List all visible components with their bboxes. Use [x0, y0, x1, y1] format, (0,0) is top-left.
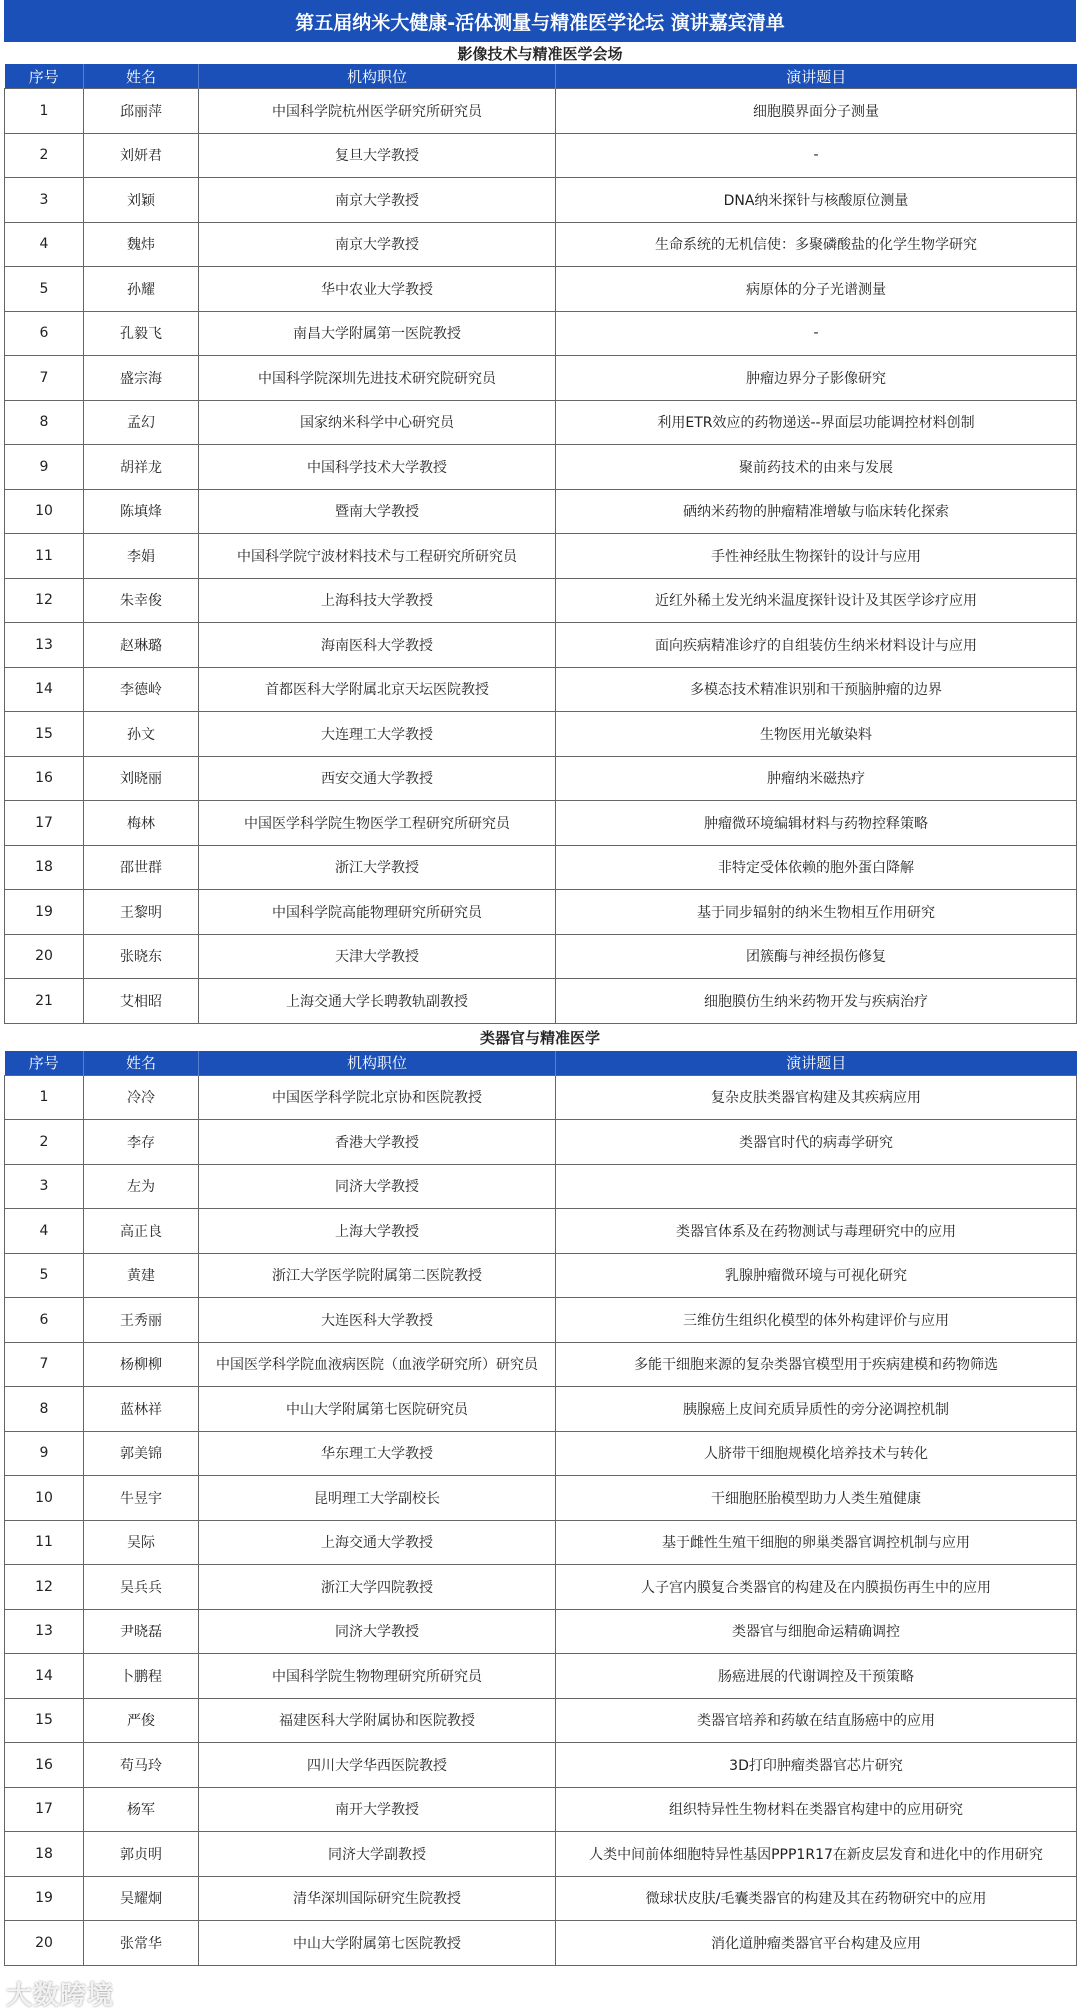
table-row	[5, 845, 1077, 890]
table-row	[5, 356, 1077, 401]
cell-topic: 生物医用光敏染料	[556, 712, 1077, 757]
cell-topic: 基于同步辐射的纳米生物相互作用研究	[556, 890, 1077, 935]
table-row	[5, 1253, 1077, 1298]
cell-institution: 昆明理工大学副校长	[199, 1476, 556, 1521]
cell-topic: 3D打印肿瘤类器官芯片研究	[556, 1743, 1077, 1788]
cell-topic: 类器官体系及在药物测试与毒理研究中的应用	[556, 1209, 1077, 1254]
cell-name: 孙文	[84, 712, 199, 757]
cell-index: 2	[5, 1120, 84, 1165]
cell-institution: 中国科学院高能物理研究所研究员	[199, 890, 556, 935]
table-row	[5, 489, 1077, 534]
cell-index: 1	[5, 89, 84, 134]
cell-topic: 肿瘤纳米磁热疗	[556, 756, 1077, 801]
cell-institution: 西安交通大学教授	[199, 756, 556, 801]
cell-topic: 团簇酶与神经损伤修复	[556, 934, 1077, 979]
cell-index: 16	[5, 1743, 84, 1788]
cell-topic: 组织特异性生物材料在类器官构建中的应用研究	[556, 1787, 1077, 1832]
cell-institution: 福建医科大学附属协和医院教授	[199, 1698, 556, 1743]
cell-institution: 南京大学教授	[199, 222, 556, 267]
table-row	[5, 178, 1077, 223]
table-row	[5, 1120, 1077, 1165]
cell-institution: 天津大学教授	[199, 934, 556, 979]
cell-index: 5	[5, 267, 84, 312]
cell-index: 18	[5, 845, 84, 890]
cell-topic: 细胞膜界面分子测量	[556, 89, 1077, 134]
cell-institution: 四川大学华西医院教授	[199, 1743, 556, 1788]
cell-topic: 胰腺癌上皮间充质异质性的旁分泌调控机制	[556, 1387, 1077, 1432]
cell-index: 11	[5, 534, 84, 579]
cell-topic: 硒纳米药物的肿瘤精准增敏与临床转化探索	[556, 489, 1077, 534]
cell-topic: 肠癌进展的代谢调控及干预策略	[556, 1654, 1077, 1699]
cell-topic: 生命系统的无机信使：多聚磷酸盐的化学生物学研究	[556, 222, 1077, 267]
cell-index: 3	[5, 178, 84, 223]
cell-topic: 面向疾病精准诊疗的自组装仿生纳米材料设计与应用	[556, 623, 1077, 668]
cell-name: 李娟	[84, 534, 199, 579]
cell-name: 盛宗海	[84, 356, 199, 401]
table-row	[5, 1298, 1077, 1343]
cell-name: 蓝林祥	[84, 1387, 199, 1432]
table-row	[5, 1342, 1077, 1387]
cell-institution: 首都医科大学附属北京天坛医院教授	[199, 667, 556, 712]
cell-institution: 复旦大学教授	[199, 133, 556, 178]
cell-institution: 华中农业大学教授	[199, 267, 556, 312]
cell-institution: 上海交通大学长聘教轨副教授	[199, 979, 556, 1024]
cell-name: 刘颖	[84, 178, 199, 223]
cell-index: 10	[5, 489, 84, 534]
column-header-institution: 机构职位	[199, 64, 556, 89]
cell-topic: 非特定受体依赖的胞外蛋白降解	[556, 845, 1077, 890]
cell-name: 尹晓磊	[84, 1609, 199, 1654]
cell-name: 张晓东	[84, 934, 199, 979]
cell-index: 12	[5, 578, 84, 623]
cell-topic: 细胞膜仿生纳米药物开发与疾病治疗	[556, 979, 1077, 1024]
cell-topic: 手性神经肽生物探针的设计与应用	[556, 534, 1077, 579]
cell-name: 孙耀	[84, 267, 199, 312]
cell-index: 9	[5, 1431, 84, 1476]
cell-topic: 聚前药技术的由来与发展	[556, 445, 1077, 490]
table-row	[5, 1387, 1077, 1432]
cell-topic: 类器官与细胞命运精确调控	[556, 1609, 1077, 1654]
cell-index: 1	[5, 1075, 84, 1120]
cell-name: 王秀丽	[84, 1298, 199, 1343]
table-row	[5, 1654, 1077, 1699]
cell-institution: 中国医学科学院北京协和医院教授	[199, 1075, 556, 1120]
table-row	[5, 222, 1077, 267]
cell-index: 3	[5, 1164, 84, 1209]
speaker-table-organoid	[4, 1051, 1077, 1966]
table-row	[5, 890, 1077, 935]
cell-topic: 病原体的分子光谱测量	[556, 267, 1077, 312]
cell-name: 黄建	[84, 1253, 199, 1298]
cell-name: 张常华	[84, 1921, 199, 1966]
table-row	[5, 1743, 1077, 1788]
cell-topic: 人子宫内膜复合类器官的构建及在内膜损伤再生中的应用	[556, 1565, 1077, 1610]
cell-topic: 近红外稀土发光纳米温度探针设计及其医学诊疗应用	[556, 578, 1077, 623]
cell-name: 吴耀炯	[84, 1876, 199, 1921]
table-row	[5, 1431, 1077, 1476]
section-title-organoid: 类器官与精准医学	[4, 1024, 1076, 1051]
column-header-name: 姓名	[84, 64, 199, 89]
cell-topic: DNA纳米探针与核酸原位测量	[556, 178, 1077, 223]
cell-topic: -	[556, 311, 1077, 356]
cell-name: 魏炜	[84, 222, 199, 267]
cell-institution: 大连医科大学教授	[199, 1298, 556, 1343]
table-row	[5, 1787, 1077, 1832]
cell-name: 刘妍君	[84, 133, 199, 178]
cell-topic: 人脐带干细胞规模化培养技术与转化	[556, 1431, 1077, 1476]
column-header-index: 序号	[5, 64, 84, 89]
cell-institution: 大连理工大学教授	[199, 712, 556, 757]
cell-name: 胡祥龙	[84, 445, 199, 490]
table-row	[5, 1565, 1077, 1610]
watermark-logo: 大数跨境	[6, 1981, 115, 2011]
cell-topic: 消化道肿瘤类器官平台构建及应用	[556, 1921, 1077, 1966]
cell-name: 郭美锦	[84, 1431, 199, 1476]
cell-institution: 中国科学院杭州医学研究所研究员	[199, 89, 556, 134]
cell-index: 15	[5, 1698, 84, 1743]
cell-institution: 浙江大学四院教授	[199, 1565, 556, 1610]
cell-topic: -	[556, 133, 1077, 178]
cell-index: 14	[5, 1654, 84, 1699]
table-row	[5, 89, 1077, 134]
table-row	[5, 534, 1077, 579]
cell-name: 梅林	[84, 801, 199, 846]
cell-index: 8	[5, 1387, 84, 1432]
cell-topic: 乳腺肿瘤微环境与可视化研究	[556, 1253, 1077, 1298]
cell-name: 陈填烽	[84, 489, 199, 534]
cell-institution: 华东理工大学教授	[199, 1431, 556, 1476]
table-row	[5, 578, 1077, 623]
cell-institution: 中山大学附属第七医院研究员	[199, 1387, 556, 1432]
cell-institution: 香港大学教授	[199, 1120, 556, 1165]
table-row	[5, 1609, 1077, 1654]
table-row	[5, 801, 1077, 846]
table-row	[5, 1209, 1077, 1254]
cell-institution: 中国医学科学院血液病医院（血液学研究所）研究员	[199, 1342, 556, 1387]
cell-index: 8	[5, 400, 84, 445]
cell-index: 17	[5, 1787, 84, 1832]
table-row	[5, 133, 1077, 178]
table-row	[5, 1075, 1077, 1120]
cell-institution: 南京大学教授	[199, 178, 556, 223]
cell-topic: 基于雌性生殖干细胞的卵巢类器官调控机制与应用	[556, 1520, 1077, 1565]
cell-name: 杨军	[84, 1787, 199, 1832]
cell-institution: 中国科学院生物物理研究所研究员	[199, 1654, 556, 1699]
section-title-imaging: 影像技术与精准医学会场	[4, 42, 1076, 64]
table-row	[5, 1921, 1077, 1966]
cell-index: 6	[5, 1298, 84, 1343]
cell-index: 19	[5, 1876, 84, 1921]
table-row	[5, 934, 1077, 979]
cell-name: 李存	[84, 1120, 199, 1165]
cell-institution: 中山大学附属第七医院教授	[199, 1921, 556, 1966]
cell-topic: 三维仿生组织化模型的体外构建评价与应用	[556, 1298, 1077, 1343]
cell-name: 卜鹏程	[84, 1654, 199, 1699]
cell-topic: 人类中间前体细胞特异性基因PPP1R17在新皮层发育和进化中的作用研究	[556, 1832, 1077, 1877]
cell-institution: 同济大学教授	[199, 1164, 556, 1209]
cell-topic: 类器官时代的病毒学研究	[556, 1120, 1077, 1165]
cell-index: 18	[5, 1832, 84, 1877]
cell-name: 朱幸俊	[84, 578, 199, 623]
cell-index: 7	[5, 356, 84, 401]
speaker-table-imaging	[4, 64, 1077, 1024]
cell-name: 吴际	[84, 1520, 199, 1565]
table-row	[5, 712, 1077, 757]
cell-name: 左为	[84, 1164, 199, 1209]
column-header-institution: 机构职位	[199, 1051, 556, 1076]
cell-name: 高正良	[84, 1209, 199, 1254]
table-row	[5, 445, 1077, 490]
cell-index: 21	[5, 979, 84, 1024]
cell-institution: 同济大学教授	[199, 1609, 556, 1654]
cell-name: 牛昱宇	[84, 1476, 199, 1521]
table-header-row	[5, 64, 1077, 89]
cell-index: 17	[5, 801, 84, 846]
cell-index: 4	[5, 222, 84, 267]
cell-topic: 多能干细胞来源的复杂类器官模型用于疾病建模和药物筛选	[556, 1342, 1077, 1387]
table-row	[5, 1876, 1077, 1921]
cell-name: 邵世群	[84, 845, 199, 890]
cell-index: 5	[5, 1253, 84, 1298]
cell-index: 9	[5, 445, 84, 490]
table-row	[5, 979, 1077, 1024]
table-row	[5, 400, 1077, 445]
table-header-row	[5, 1051, 1077, 1076]
cell-name: 李德岭	[84, 667, 199, 712]
cell-index: 2	[5, 133, 84, 178]
cell-name: 冷冷	[84, 1075, 199, 1120]
cell-index: 4	[5, 1209, 84, 1254]
cell-institution: 上海大学教授	[199, 1209, 556, 1254]
table-row	[5, 1698, 1077, 1743]
table-row	[5, 1164, 1077, 1209]
cell-name: 艾相昭	[84, 979, 199, 1024]
cell-topic: 肿瘤边界分子影像研究	[556, 356, 1077, 401]
cell-topic: 类器官培养和药敏在结直肠癌中的应用	[556, 1698, 1077, 1743]
cell-name: 王黎明	[84, 890, 199, 935]
cell-institution: 上海科技大学教授	[199, 578, 556, 623]
cell-topic: 复杂皮肤类器官构建及其疾病应用	[556, 1075, 1077, 1120]
cell-topic: 肿瘤微环境编辑材料与药物控释策略	[556, 801, 1077, 846]
table-row	[5, 267, 1077, 312]
cell-topic: 利用ETR效应的药物递送--界面层功能调控材料创制	[556, 400, 1077, 445]
cell-institution: 中国科学院宁波材料技术与工程研究所研究员	[199, 534, 556, 579]
cell-topic: 干细胞胚胎模型助力人类生殖健康	[556, 1476, 1077, 1521]
table-row	[5, 311, 1077, 356]
cell-index: 19	[5, 890, 84, 935]
table-row	[5, 667, 1077, 712]
cell-institution: 海南医科大学教授	[199, 623, 556, 668]
page-title: 第五届纳米大健康-活体测量与精准医学论坛 演讲嘉宾清单	[4, 0, 1076, 42]
speaker-list	[4, 0, 1076, 1966]
cell-name: 严俊	[84, 1698, 199, 1743]
cell-index: 12	[5, 1565, 84, 1610]
column-header-name: 姓名	[84, 1051, 199, 1076]
cell-institution: 中国科学技术大学教授	[199, 445, 556, 490]
cell-name: 赵琳璐	[84, 623, 199, 668]
table-row	[5, 1476, 1077, 1521]
cell-index: 6	[5, 311, 84, 356]
cell-name: 吴兵兵	[84, 1565, 199, 1610]
column-header-topic: 演讲题目	[556, 64, 1077, 89]
column-header-topic: 演讲题目	[556, 1051, 1077, 1076]
column-header-index: 序号	[5, 1051, 84, 1076]
table-row	[5, 1832, 1077, 1877]
cell-index: 7	[5, 1342, 84, 1387]
cell-institution: 同济大学副教授	[199, 1832, 556, 1877]
cell-name: 苟马玲	[84, 1743, 199, 1788]
cell-topic: 多模态技术精准识别和干预脑肿瘤的边界	[556, 667, 1077, 712]
cell-name: 邱丽萍	[84, 89, 199, 134]
cell-institution: 浙江大学教授	[199, 845, 556, 890]
cell-topic: 微球状皮肤/毛囊类器官的构建及其在药物研究中的应用	[556, 1876, 1077, 1921]
table-row	[5, 756, 1077, 801]
table-row	[5, 1520, 1077, 1565]
cell-index: 13	[5, 623, 84, 668]
cell-index: 13	[5, 1609, 84, 1654]
cell-institution: 暨南大学教授	[199, 489, 556, 534]
cell-institution: 上海交通大学教授	[199, 1520, 556, 1565]
table-row	[5, 623, 1077, 668]
cell-index: 10	[5, 1476, 84, 1521]
cell-institution: 中国科学院深圳先进技术研究院研究员	[199, 356, 556, 401]
cell-index: 20	[5, 934, 84, 979]
cell-institution: 浙江大学医学院附属第二医院教授	[199, 1253, 556, 1298]
cell-name: 郭贞明	[84, 1832, 199, 1877]
cell-institution: 国家纳米科学中心研究员	[199, 400, 556, 445]
cell-institution: 中国医学科学院生物医学工程研究所研究员	[199, 801, 556, 846]
cell-name: 孔毅飞	[84, 311, 199, 356]
cell-institution: 南开大学教授	[199, 1787, 556, 1832]
cell-topic	[556, 1164, 1077, 1209]
cell-index: 11	[5, 1520, 84, 1565]
cell-index: 15	[5, 712, 84, 757]
cell-index: 20	[5, 1921, 84, 1966]
cell-institution: 南昌大学附属第一医院教授	[199, 311, 556, 356]
cell-index: 14	[5, 667, 84, 712]
cell-index: 16	[5, 756, 84, 801]
cell-name: 刘晓丽	[84, 756, 199, 801]
cell-name: 杨柳柳	[84, 1342, 199, 1387]
cell-institution: 清华深圳国际研究生院教授	[199, 1876, 556, 1921]
cell-name: 孟幻	[84, 400, 199, 445]
